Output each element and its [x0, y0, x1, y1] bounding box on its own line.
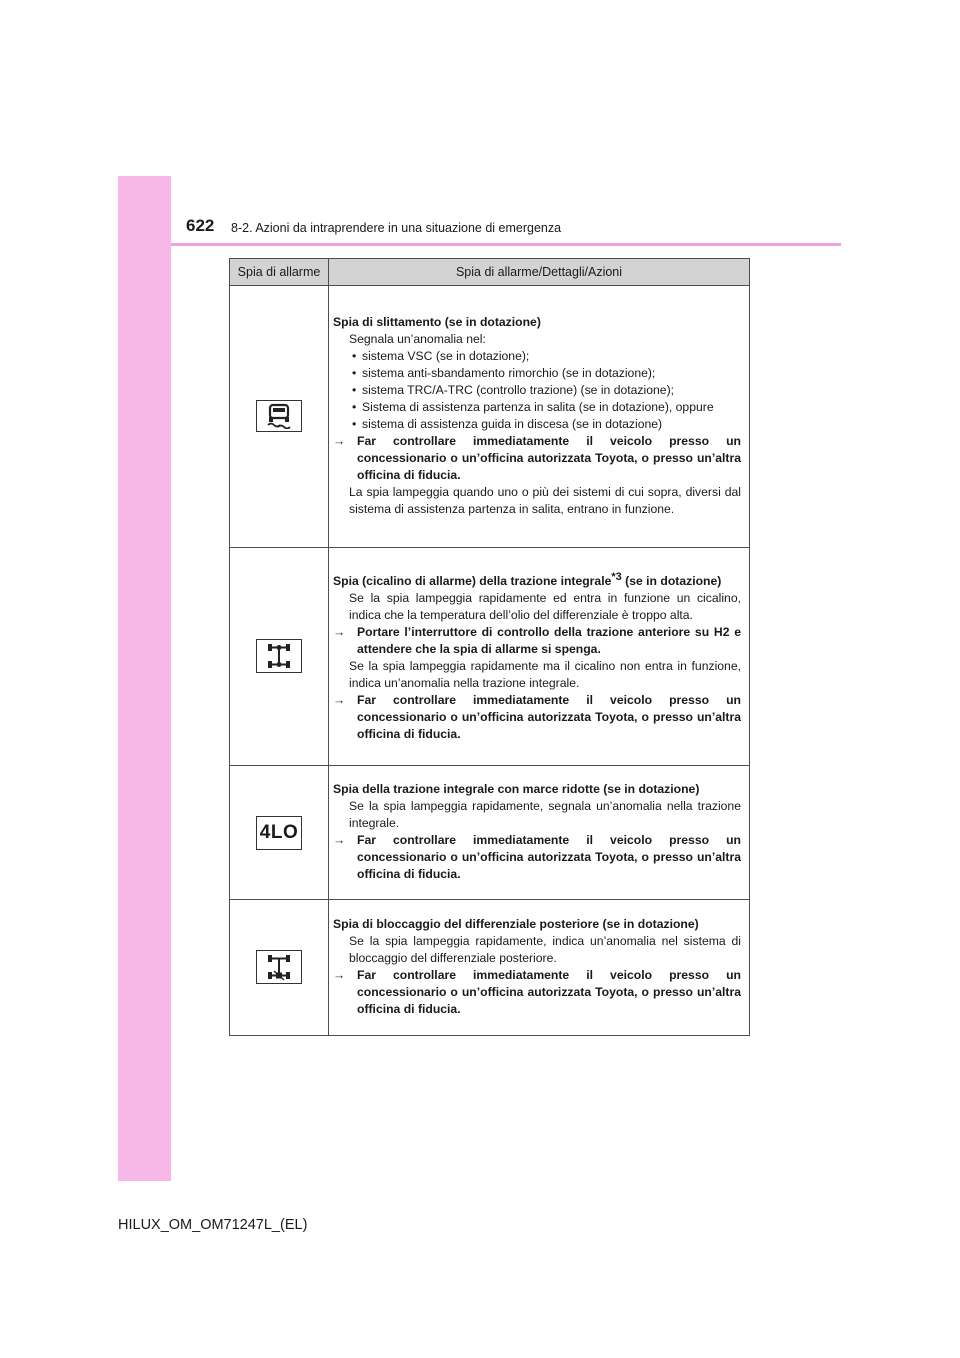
- document-id: HILUX_OM_OM71247L_(EL): [118, 1217, 308, 1233]
- table-row-diff-lock: [230, 900, 750, 1036]
- icon-cell: [230, 548, 329, 766]
- footnote-marker: *3: [611, 570, 622, 583]
- action-text: Far controllare immediatamente il veicolo presso un concessionario o un’officina autorizzata Toyota, o presso un’altra officina di fiducia.: [357, 434, 741, 482]
- action-text: Far controllare immediatamente il veicolo presso un concessionario o un’officina autorizzata Toyota, o presso un’altra officina di fiducia.: [357, 693, 741, 742]
- action-step: [333, 967, 741, 1018]
- row-title: Spia di bloccaggio del differenziale posteriore (se in dotazione): [333, 917, 699, 931]
- list-item: • Sistema di assistenza partenza in salita (se in dotazione), oppure: [333, 399, 741, 416]
- table-row-4wd: [230, 548, 750, 766]
- system-list: [333, 348, 741, 433]
- arrow-icon: →: [333, 434, 346, 448]
- details-cell: [329, 900, 750, 1036]
- row-note: La spia lampeggia quando uno o più dei sistemi di cui sopra, diversi dal sistema di assistenza partenza in salita, entrano in funzione.: [349, 485, 741, 516]
- section-title: 8-2. Azioni da intraprendere in una situazione di emergenza: [231, 221, 562, 235]
- action-step: [333, 624, 741, 658]
- slip-indicator-icon: [256, 400, 302, 432]
- icon-cell: [230, 766, 329, 900]
- list-item: • sistema TRC/A-TRC (controllo trazione) (se in dotazione);: [333, 382, 741, 399]
- list-item: • sistema VSC (se in dotazione);: [333, 348, 741, 365]
- 4lo-icon: [256, 816, 302, 850]
- arrow-icon: →: [333, 625, 346, 640]
- side-tab-band: [118, 176, 171, 1181]
- warning-lights-table: [229, 258, 750, 1036]
- action-step: [333, 433, 741, 484]
- row-title-suffix: (se in dotazione): [621, 574, 722, 589]
- list-item: • sistema di assistenza guida in discesa (se in dotazione): [333, 416, 741, 433]
- action-step: [333, 832, 741, 883]
- row-intro: Segnala un’anomalia nel:: [349, 332, 486, 346]
- column-header-light: Spia di allarme: [230, 259, 329, 286]
- table-row-4lo: [230, 766, 750, 900]
- 4lo-icon-label: 4LO: [259, 822, 299, 843]
- arrow-icon: →: [333, 693, 346, 708]
- table-row-slip: [230, 286, 750, 548]
- icon-cell: [230, 286, 329, 548]
- details-cell: [329, 766, 750, 900]
- header-rule: [171, 243, 841, 246]
- list-item: • sistema anti-sbandamento rimorchio (se in dotazione);: [333, 365, 741, 382]
- details-cell: [329, 286, 750, 548]
- row-title: Spia della trazione integrale con marce ridotte (se in dotazione): [333, 782, 700, 796]
- column-header-details: Spia di allarme/Dettagli/Azioni: [329, 259, 750, 286]
- row-title-main: Spia (cicalino di allarme) della trazione integrale: [333, 574, 612, 589]
- icon-cell: [230, 900, 329, 1036]
- arrow-icon: →: [333, 968, 346, 982]
- action-step: [333, 692, 741, 743]
- row-note: Se la spia lampeggia rapidamente, segnala un’anomalia nella trazione integrale.: [349, 799, 741, 830]
- action-text: Far controllare immediatamente il veicolo presso un concessionario o un’officina autorizzata Toyota, o presso un’altra officina di fiducia.: [357, 833, 741, 881]
- row-note: Se la spia lampeggia rapidamente ma il cicalino non entra in funzione, indica un’anomalia nella trazione integrale.: [349, 659, 741, 691]
- arrow-icon: →: [333, 833, 346, 847]
- row-title: Spia di slittamento (se in dotazione): [333, 315, 541, 329]
- rear-diff-lock-icon: [256, 950, 302, 984]
- row-note: Se la spia lampeggia rapidamente ed entra in funzione un cicalino, indica che la temperatura dell’olio del differenziale è troppo alta.: [349, 591, 741, 623]
- details-cell: [329, 548, 750, 766]
- page-number: 622: [186, 216, 215, 235]
- table-header-row: [230, 259, 750, 286]
- row-title: [333, 569, 741, 590]
- four-wheel-drive-icon: [256, 639, 302, 673]
- row-note: Se la spia lampeggia rapidamente, indica un’anomalia nel sistema di bloccaggio del differenziale posteriore.: [349, 934, 741, 965]
- action-text: Far controllare immediatamente il veicolo presso un concessionario o un’officina autorizzata Toyota, o presso un’altra officina di fiducia.: [357, 968, 741, 1016]
- action-text: Portare l’interruttore di controllo della trazione anteriore su H2 e attendere che la spia di allarme si spenga.: [357, 625, 741, 657]
